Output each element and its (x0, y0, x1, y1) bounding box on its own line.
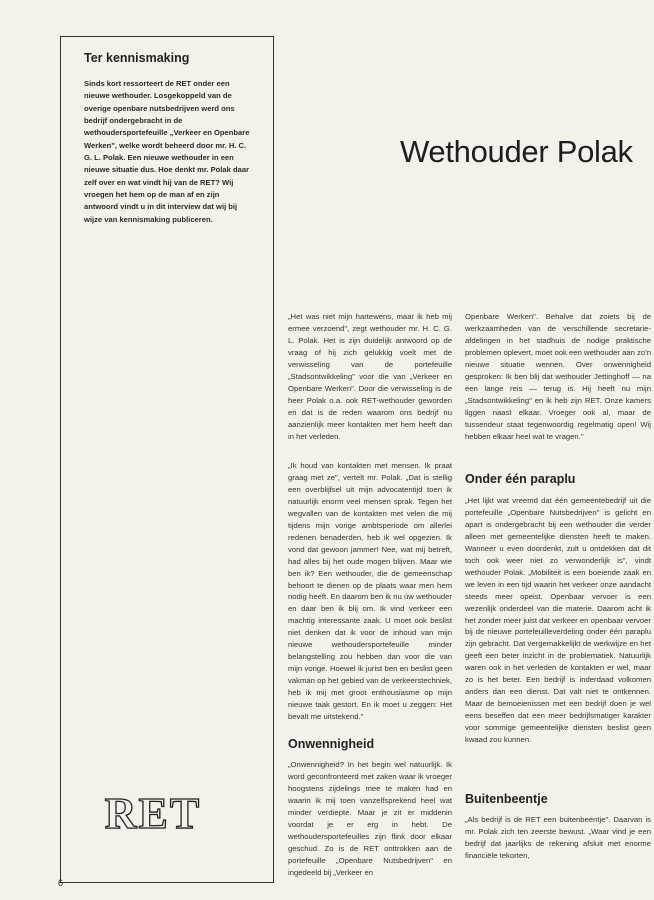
page-number: 6 (58, 878, 64, 888)
heading-buitenbeentje: Buitenbeentje (465, 792, 548, 806)
col1-paragraph-1: „Het was niet mijn hartewens, maar ik heb mij ermee verzoend", zegt wethouder mr. H. C. G. L. Polak. Het is zijn duidelijk antwoord op de vraag of hij zich gelukkig voelt met de verwisseling van de portefeuille „Stadsontwikkeling" voor die van „Verkeer en Openbare Werken". Door die verwisseling is de heer Polak o.a. ook RET-wethouder geworden en dat is de reden waarom ons bedrijf nu aanzienlijk meer kontakten met hem heeft dan in het verleden. (288, 312, 452, 441)
intro-text: Sinds kort ressorteert de RET onder een nieuwe wethouder. Losgekoppeld van de overige openbare nutsbedrijven werd ons bedrijf ondergebracht in de wethoudersportefeuille „Verkeer en Openbare Werken", welke wordt beheerd door mr. H. C. G. L. Polak. Een nieuwe wethouder in een nieuwe situatie dus. Hoe denkt mr. Polak daar zelf over en wat vindt hij van de RET? Wij vroegen het hem op de man af en zijn antwoord vindt u in dit interview dat wij bij wijze van kennismaking publiceren. (84, 79, 250, 224)
article-headline: Wethouder Polak (400, 134, 633, 169)
intro-title: Ter kennismaking (84, 51, 190, 65)
col2-paragraph-3: „Als bedrijf is de RET een buitenbeentje". Daarvan is mr. Polak zich ten zeerste bewust. „Waar vind je een bedrijf dat jaarlijks de rekening afsluit met enorme financiële tekorten, (465, 815, 651, 860)
col1-paragraph-2: „Ik houd van kontakten met mensen. Ik praat graag met ze", vertelt mr. Polak. „Dat is stellig een overblijfsel uit mijn advocatentijd toen ik natuurlijk enorm veel mensen sprak. Tegen het wegvallen van de kontakten met velen die mij tijdens mijn vorige ambtsperiode om allerlei redenen benaderden, heb ik wel opgezien. Ik vond dat gewoon jammer! Nee, wat mij betreft, had alles bij het oude mogen blijven. Maar wie ben ik? Een wethouder, die de gemeenschap behoort te dienen op de plaats waar men hem nodig heeft. En daarom ben ik nu úw wethouder en daar ben ik blij om. Ik vind verkeer een machtig interessante zaak. U moet ook beslist niet denken dat ik voor de inhoud van mijn nieuwe wethoudersportefeuille minder belangstelling zou hebben dan voor die van mijn vorige. Hoewel ik jurist ben en beslist geen vakman op het gebied van de verkeerstechniek, heb ik mij met groot enthousiasme op mijn nieuwe taak gestort. En ik moet u zeggen: Het bevalt me uitstekend." (288, 461, 452, 722)
col2-paragraph-2: „Het lijkt wat vreemd dat één gemeentebedrijf uit die portefeuille „Openbare Nutsbedrijven" is gelicht en apart is ondergebracht bij een wethouder die verder alleen met gemeentelijke diensten heeft te maken. Wanneer u even doordenkt, zult u ontdekken dat dit toch ook weer niet zo verwonderlijk is", vindt wethouder Polak. „Mobiliteit is een boeiende zaak en we leven in een tijd waarin het verkeer onze aandacht steeds meer opeist. Openbaar vervoer is een wezenlijk onderdeel van die materie. Daarom acht ik het zonder meer juist dat verkeer en openbaar vervoer bij de nieuwe portefeuilleverdeling onder één paraplu zijn gebracht. Dat vergemakkelijkt de werkwijze en het geeft een beter inzicht in de problematiek. Natuurlijk waren ook in het verleden de kontakten er wel, maar zo is het beter. Een bedrijf is inderdaad volkomen anders dan een dienst. Dat valt niet te ontkennen. Maar de bemoeienissen met een bedrijf doen je wel eens beseffen dat een meer bedrijfsmatiger karakter voor sommige gemeentelijke diensten beslist geen kwaad zou kunnen. (465, 496, 651, 745)
col1-paragraph-3: „Onwennigheid? In het begin wel natuurlijk. Ik word geconfronteerd met zaken waar ik vroeger hoogstens zijdelings mee te maken had en waarin ik mij toen vanzelfsprekend heel wat minder verdiepte. Maar je zit er middenin voordat je er erg in hebt. De wethoudersportefeuilles zijn flink door elkaar geschud. Zo is de RET onttrokken aan de portefeuille „Openbare Nutsbedrijven" en ingedeeld bij „Verkeer en (288, 760, 452, 877)
ret-logo-text: RET (104, 792, 202, 834)
heading-onwennigheid: Onwennigheid (288, 737, 375, 751)
heading-onder-een-paraplu: Onder één paraplu (465, 472, 576, 486)
col2-paragraph-1: Openbare Werken". Behalve dat zoiets bij de werkzaamheden van de verschillende secretarie-afdelingen in het stadhuis de nodige praktische problemen oplevert, moet ook een wethouder aan zo'n nieuwe situatie wennen. Over onwennigheid gesproken: Ik ben blij dat wethouder Jettinghoff — na een lange reis — terug is. Hij heeft nu mijn „Stadsontwikkeling" en ik heb zijn RET. Onze kamers liggen naast elkaar. Vroeger ook al, maar de tussendeur staat tegenwoordig regelmatig open! Wij hebben elkaar heel wat te vragen." (465, 312, 651, 441)
ret-logo (83, 792, 223, 839)
